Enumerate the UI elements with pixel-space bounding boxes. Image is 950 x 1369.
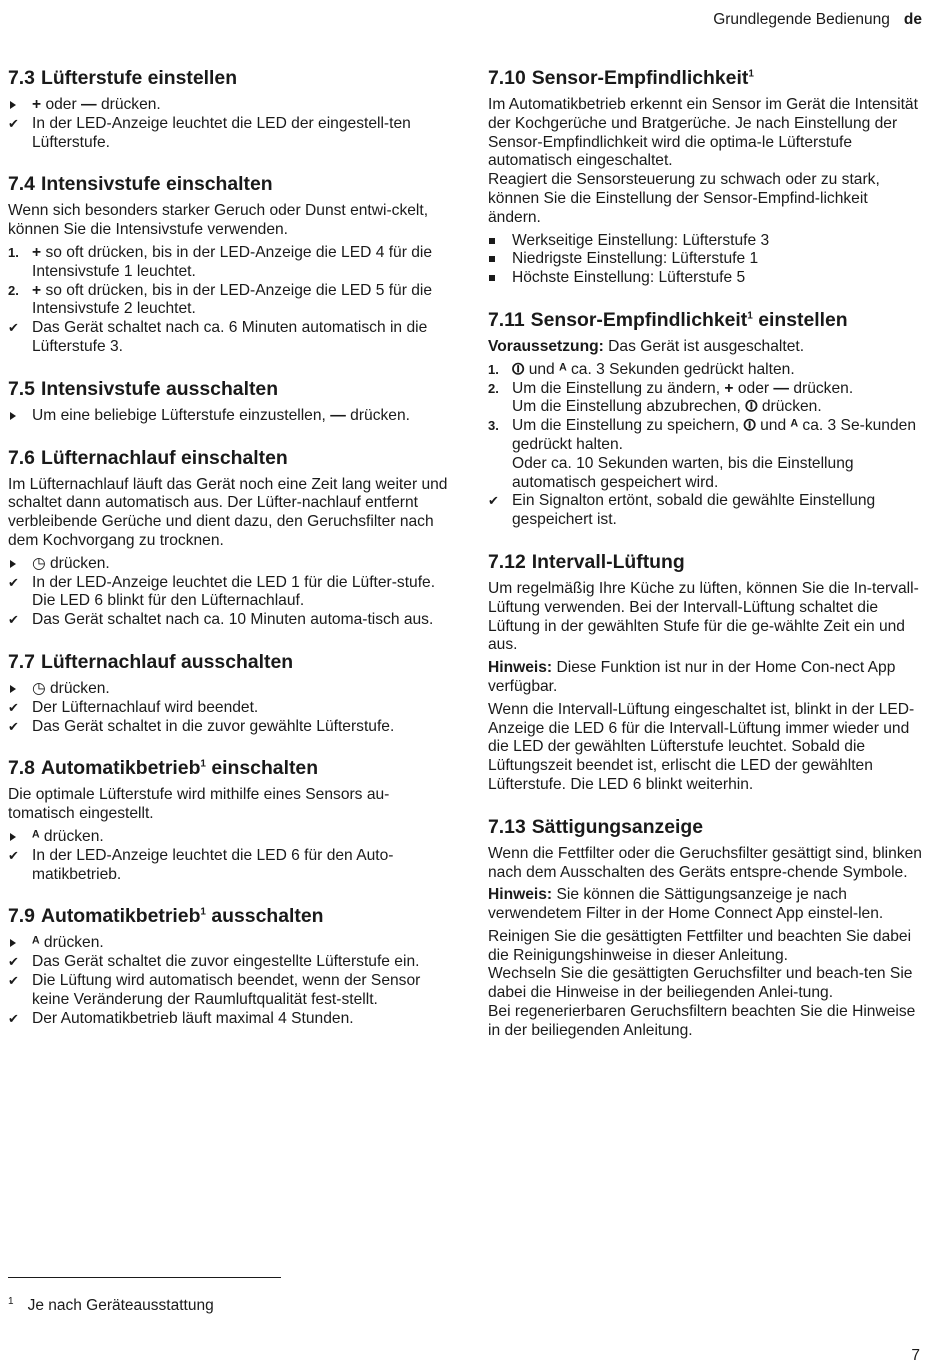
paragraph: Wenn sich besonders starker Geruch oder Dunst entwi-ckelt, können Sie die Intensivstufe verwenden. — [8, 202, 429, 239]
step-number: 1. — [8, 244, 19, 260]
section-heading: 7.5 Intensivstufe ausschalten — [8, 377, 279, 400]
list-item: Niedrigste Einstellung: Lüfterstufe 1 — [512, 250, 759, 268]
section-7-5 — [8, 377, 448, 426]
section-heading: 7.7 Lüfternachlauf ausschalten — [8, 650, 294, 673]
action-row: ᴬ drücken. — [32, 827, 104, 845]
plus-icon: + — [32, 243, 42, 261]
action-row: Um eine beliebige Lüfterstufe einzustellen, — drücken. — [32, 406, 410, 424]
auto-mode-icon: ᴬ — [32, 934, 40, 952]
section-7-4 — [8, 172, 448, 356]
section-heading: 7.10 Sensor-Empfindlichkeit$^1$ — [488, 67, 754, 89]
paragraph: Um regelmäßig Ihre Küche zu lüften, können Sie die In-tervall-Lüftung verwenden. Bei der Intervall-Lüftung schaltet die Lüftung in der gewählten Stufe für die ge-wählte Zeit ein und aus. — [488, 579, 919, 654]
result-row: ✔ Das Gerät schaltet nach ca. 10 Minuten automa-tisch aus. — [8, 611, 434, 629]
section-heading: 7.6 Lüfternachlauf einschalten — [8, 446, 288, 469]
section-7-11 — [488, 308, 924, 530]
check-icon: ✔ — [8, 847, 19, 863]
section-heading: 7.4 Intensivstufe einschalten — [8, 173, 273, 196]
section-7-3 — [8, 66, 448, 152]
page-header — [713, 11, 922, 30]
paragraph: Im Lüfternachlauf läuft das Gerät noch eine Zeit lang weiter und schaltet dann automatisch aus. Der Lüfter-nachlauf entfernt verbleibende Gerüche und dient dazu, den Geruchsfilter nach dem Kochvorgang zu trocknen. — [8, 475, 448, 549]
section-7-12 — [488, 550, 924, 795]
result-row: ✔ Die Lüftung wird automatisch beendet, wenn der Sensor keine Veränderung der Raumluftqualität fest-stellt. — [8, 971, 421, 1008]
section-heading: 7.12 Intervall-Lüftung — [488, 550, 685, 573]
result-row: ✔ In der LED-Anzeige leuchtet die LED 1 für die Lüfter-stufe. Die LED 6 blinkt für den Lüfternachlauf. — [8, 573, 436, 610]
prerequisite: Voraussetzung: Das Gerät ist ausgeschaltet. — [488, 337, 805, 355]
check-icon: ✔ — [8, 320, 19, 336]
check-icon: ✔ — [8, 1010, 19, 1026]
paragraph: Reagiert die Sensorsteuerung zu schwach oder zu stark, können Sie die Einstellung der Sensor-Empfind-lichkeit ändern. — [488, 171, 880, 226]
result-row: ✔ Ein Signalton ertönt, sobald die gewählte Einstellung gespeichert ist. — [488, 492, 876, 529]
section-7-6 — [8, 446, 448, 630]
section-heading: 7.9 Automatikbetrieb$^1$ ausschalten — [8, 905, 324, 928]
section-7-7 — [8, 650, 448, 736]
check-icon: ✔ — [8, 612, 19, 628]
paragraph: Wechseln Sie die gesättigten Geruchsfilter und beach-ten Sie dabei die Hinweise in der beiliegenden Anlei-tung. — [488, 965, 913, 1002]
check-icon: ✔ — [8, 972, 19, 988]
auto-mode-icon: ᴬ — [559, 360, 567, 378]
result-row: ✔ Das Gerät schaltet nach ca. 6 Minuten automatisch in die Lüfterstufe 3. — [8, 319, 428, 355]
step-row: 2. + so oft drücken, bis in der LED-Anzeige die LED 5 für die Intensivstufe 2 leuchtet. — [8, 281, 433, 318]
timer-icon: ◷ — [32, 679, 46, 697]
step-row: 3. Um die Einstellung zu speichern, ⏼ und ᴬ ca. 3 Se-kunden gedrückt halten. Oder ca. 10 Sekunden warten, bis die Einstellung automatisch gespeichert wird. — [488, 417, 916, 491]
minus-icon: — — [81, 96, 97, 113]
section-heading: 7.13 Sättigungsanzeige — [488, 815, 704, 838]
footnote-divider — [8, 1277, 281, 1278]
paragraph: Wenn die Fettfilter oder die Geruchsfilter gesättigt sind, blinken nach dem Ausschalten des Geräts entspre-chende Symbole. — [488, 844, 922, 881]
result-row: ✔ Das Gerät schaltet die zuvor eingestellte Lüfterstufe ein. — [8, 953, 420, 971]
auto-mode-icon: ᴬ — [790, 417, 799, 435]
plus-icon: + — [724, 379, 734, 397]
result-row: ✔ In der LED-Anzeige leuchtet die LED 6 für den Auto-matikbetrieb. — [8, 846, 394, 883]
step-number: 2. — [8, 282, 19, 298]
paragraph: Die optimale Lüfterstufe wird mithilfe eines Sensors au-tomatisch eingestellt. — [8, 786, 390, 823]
power-icon: ⏼ — [512, 360, 525, 378]
language-code: de — [903, 11, 922, 28]
page-number: 7 — [911, 1347, 920, 1364]
auto-mode-icon: ᴬ — [32, 827, 40, 845]
paragraph: Bei regenerierbaren Geruchsfiltern beachten Sie die Hinweise in der beiliegenden Anleitung. — [488, 1003, 916, 1039]
check-icon: ✔ — [8, 954, 19, 970]
section-7-10 — [488, 66, 924, 288]
section-7-9 — [8, 904, 448, 1028]
minus-icon: — — [330, 406, 346, 424]
hint: Hinweis: Diese Funktion ist nur in der Home Con-nect App verfügbar. — [488, 659, 896, 695]
power-icon: ⏼ — [743, 417, 756, 435]
list-item: Werkseitige Einstellung: Lüfterstufe 3 — [512, 231, 770, 249]
result-row: ✔ In der LED-Anzeige leuchtet die LED der eingestell-ten Lüfterstufe. — [8, 114, 411, 151]
section-heading: 7.3 Lüfterstufe einstellen — [8, 67, 238, 89]
result-row: ✔ Der Lüfternachlauf wird beendet. — [8, 698, 259, 716]
check-icon: ✔ — [8, 718, 19, 734]
minus-icon: — — [773, 379, 789, 397]
footnote: $^1$ Je nach Geräteausstattung — [8, 1296, 214, 1315]
step-number: 1. — [488, 361, 499, 377]
left-column — [8, 66, 448, 1048]
hint: Hinweis: Sie können die Sättigungsanzeige je nach verwendetem Filter in der Home Connect App einstel-len. — [488, 886, 884, 923]
plus-icon: + — [32, 281, 42, 299]
timer-icon: ◷ — [32, 554, 46, 572]
paragraph: Im Automatikbetrieb erkennt ein Sensor im Gerät die Intensität der Kochgerüche und Bratgerüche. Je nach Einstellung der Sensor-Empfindlichkeit wird die optima-le Lüfterstufe automatisch eingeschaltet. — [488, 96, 918, 170]
check-icon: ✔ — [488, 493, 499, 509]
action-row: + oder — drücken. — [32, 96, 161, 113]
step-row: 2. Um die Einstellung zu ändern, + oder — drücken. Um die Einstellung abzubrechen, ⏼ drücken. — [488, 379, 854, 416]
action-row: ◷ drücken. — [32, 679, 110, 697]
result-row: ✔ Der Automatikbetrieb läuft maximal 4 Stunden. — [8, 1009, 354, 1027]
paragraph: Reinigen Sie die gesättigten Fettfilter und beachten Sie dabei die Reinigungshinweise in dieser Anleitung. — [488, 927, 912, 964]
section-7-13 — [488, 815, 924, 1041]
paragraph: Wenn die Intervall-Lüftung eingeschaltet ist, blinkt in der LED-Anzeige die LED 6 für die Intervall-Lüftung immer wieder und die LED der gewählten Lüfterstufe leuchtet. Sobald die Lüftungszeit beendet ist, erlischt die LED der gewählten Lüfterstufe. Die LED 6 blinkt weiterhin. — [488, 700, 915, 793]
step-number: 3. — [488, 418, 499, 434]
plus-icon: + — [32, 96, 42, 113]
check-icon: ✔ — [8, 115, 19, 131]
list-item: Höchste Einstellung: Lüfterstufe 5 — [512, 269, 746, 287]
check-icon: ✔ — [8, 699, 19, 715]
power-icon: ⏼ — [745, 398, 758, 416]
header-title: Grundlegende Bedienung — [713, 11, 890, 28]
check-icon: ✔ — [8, 574, 19, 590]
step-row: 1. ⏼ und ᴬ ca. 3 Sekunden gedrückt halten. — [488, 360, 795, 378]
section-heading: 7.8 Automatikbetrieb$^1$ einschalten — [8, 757, 319, 780]
result-row: ✔ Das Gerät schaltet in die zuvor gewählte Lüfterstufe. — [8, 717, 395, 735]
action-row: ᴬ drücken. — [32, 934, 104, 952]
right-column — [488, 66, 924, 1061]
step-number: 2. — [488, 380, 499, 396]
section-7-8 — [8, 756, 448, 884]
step-row: 1. + so oft drücken, bis in der LED-Anzeige die LED 4 für die Intensivstufe 1 leuchtet. — [8, 243, 433, 280]
action-row: ◷ drücken. — [32, 554, 110, 572]
section-heading: 7.11 Sensor-Empfindlichkeit$^1$ einstellen — [488, 308, 848, 331]
